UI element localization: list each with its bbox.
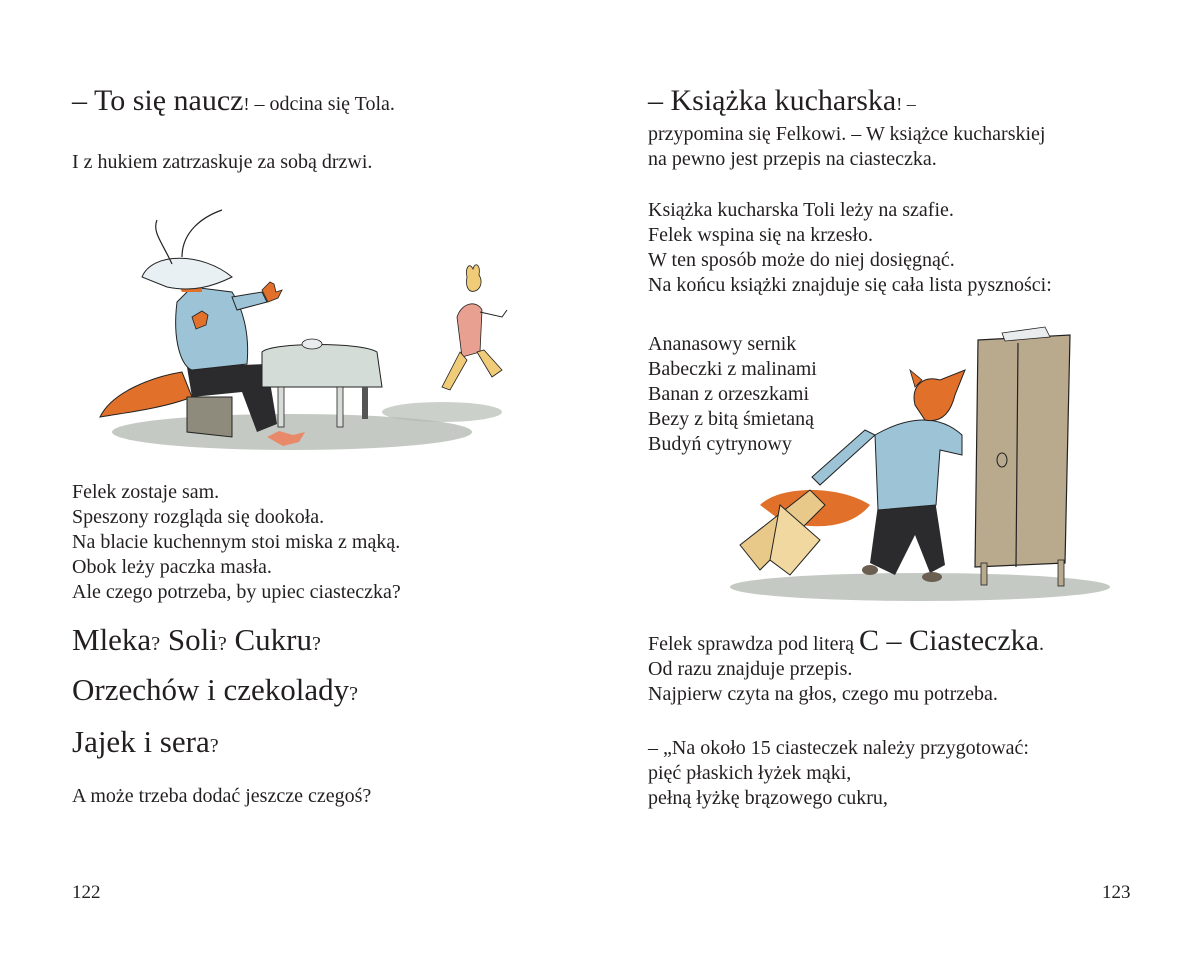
question-line-3 [72,722,219,766]
heading-punct: ! [243,94,250,114]
question-mark: ? [151,633,161,655]
text-line: Speszony rozgląda się dookoła. [72,506,325,528]
heading-punct: ! – [896,94,916,114]
text-line: Od razu znajduje przepis. [648,658,853,680]
list-item: Banan z orzeszkami [648,383,810,405]
text-line: Felek wspina się na krzesło. [648,224,873,246]
text-line: Obok leży paczka masła. [72,556,272,578]
right-paragraph-2 [648,198,1052,298]
text-big: C – Ciasteczka [859,624,1039,657]
text-line: na pewno jest przepis na ciasteczka. [648,148,937,170]
dessert-list [648,332,817,457]
page-number-right: 123 [1102,882,1131,903]
text-line: Ale czego potrzeba, by upiec ciasteczka? [72,581,401,603]
heading-big: – To się naucz [72,84,244,117]
left-paragraph-3: A może trzeba dodać jeszcze czegoś? [72,785,372,807]
question-mark: ? [349,683,359,705]
question-word: Soli [160,622,218,657]
text-suffix: . [1039,633,1044,655]
text-line: Felek zostaje sam. [72,481,220,503]
text-line: Najpierw czyta na głos, czego mu potrzeba. [648,683,998,705]
heading-rest: – odcina się Tola. [249,93,395,115]
question-line-2 [72,670,358,714]
question-word: Cukru [226,622,312,657]
right-page [600,0,1200,960]
text-line: Książka kucharska Toli leży na szafie. [648,199,954,221]
text-prefix: Felek sprawdza pod literą [648,633,860,655]
list-item: Ananasowy sernik [648,333,797,355]
question-word: Jajek i sera [72,724,210,759]
question-mark: ? [217,633,227,655]
left-paragraph-1: I z hukiem zatrzaskuje za sobą drzwi. [72,151,373,173]
text-line: pięć płaskich łyżek mąki, [648,762,852,784]
text-line: – „Na około 15 ciasteczek należy przygotować: [648,737,1029,759]
list-item: Babeczki z malinami [648,358,817,380]
right-paragraph-4 [648,736,1029,811]
text-line [648,624,1044,657]
question-word: Mleka [72,622,152,657]
list-item: Budyń cytrynowy [648,433,792,455]
left-paragraph-2 [72,480,401,605]
question-mark: ? [311,633,321,655]
list-item: Bezy z bitą śmietaną [648,408,815,430]
text-line: Na końcu książki znajduje się cała lista pyszności: [648,274,1052,296]
right-paragraph-3 [648,624,1044,707]
question-mark: ? [209,735,219,757]
left-heading [72,84,395,117]
text-line: przypomina się Felkowi. – W książce kucharskiej [648,123,1046,145]
page-number-left: 122 [72,882,101,903]
text-line: pełną łyżkę brązowego cukru, [648,787,888,809]
question-word: Orzechów i czekolady [72,672,350,707]
question-line-1 [72,620,321,664]
text-line: Na blacie kuchennym stoi miska z mąką. [72,531,401,553]
right-paragraph-1 [648,122,1046,172]
text-line: W ten sposób może do niej dosięgnąć. [648,249,955,271]
fox-table-rabbit-illustration [82,192,532,472]
heading-big: – Książka kucharska [648,84,897,117]
right-heading [648,84,916,117]
